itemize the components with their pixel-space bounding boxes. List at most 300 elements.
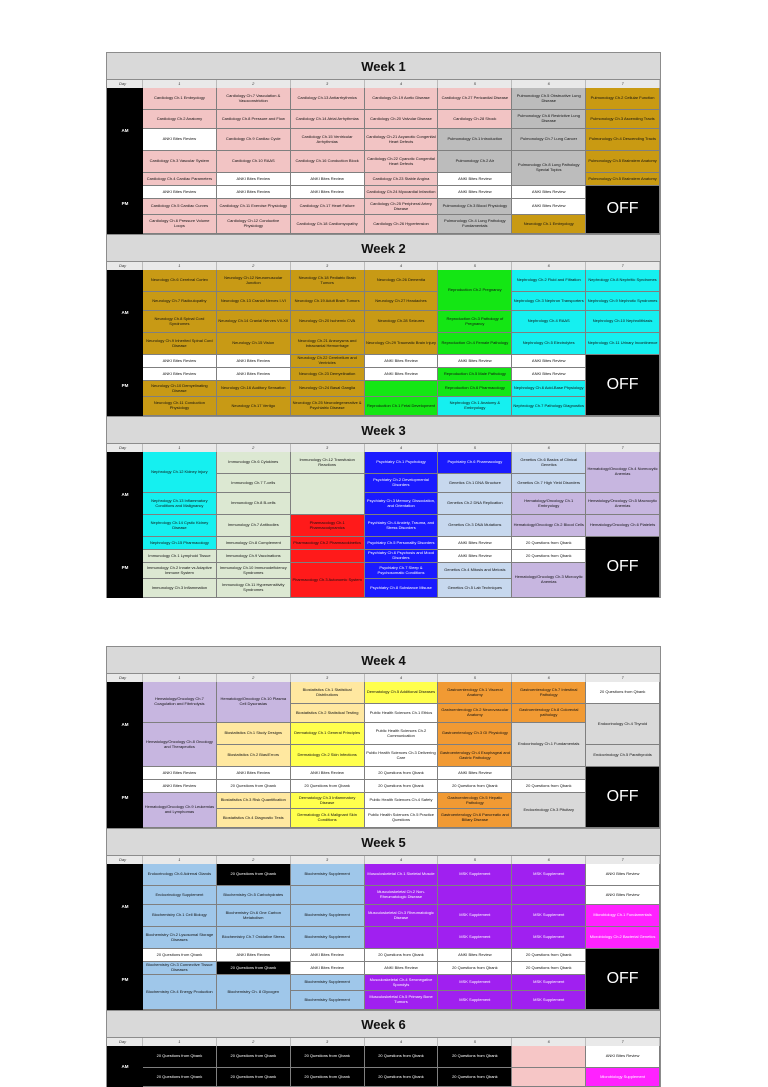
week-title: Week 5 bbox=[106, 828, 661, 856]
day-header: Day bbox=[107, 1038, 143, 1047]
day-header: Day bbox=[107, 674, 143, 683]
schedule-cell: Cardiology Ch.20 Valvular Disease bbox=[365, 110, 439, 129]
schedule-cell: Neurology Ch.21 Aneurysms and Intracranial Hemorrhage bbox=[291, 333, 365, 355]
schedule-cell: Nephrology Ch.4 RAAS bbox=[512, 311, 586, 333]
off-day: OFF bbox=[586, 767, 660, 828]
schedule-cell: Pulmonology Ch.5 Obstructive Lung Disease bbox=[512, 88, 586, 110]
schedule-cell: Cardiology Ch.2 Anatomy bbox=[143, 110, 217, 129]
schedule-cell: ANKI Bites Review bbox=[143, 355, 217, 368]
schedule-cell: Cardiology Ch.26 Hypertension bbox=[365, 215, 439, 234]
schedule-cell: ANKI Bites Review bbox=[143, 780, 217, 793]
schedule-cell: Psychiatry Ch.6 Psychosis and Mood Disorders bbox=[365, 550, 439, 563]
schedule-cell: ANKI Bites Review bbox=[586, 886, 660, 905]
schedule-cell: Reproduction Ch.3 Pathology of Pregnancy bbox=[438, 311, 512, 333]
schedule-cell: Immunology Ch.11 Hypersensitivity Syndromes bbox=[217, 579, 291, 598]
schedule-cell: 20 Questions from Qbank bbox=[365, 767, 439, 780]
schedule-cell: Pulmonology Ch.3 Blood Physiology bbox=[438, 199, 512, 215]
schedule-cell: Cardiology Ch.7 Vasculation & Vasoconstriction bbox=[217, 88, 291, 110]
schedule-cell: Pulmonology Ch.7 Lung Cancer bbox=[512, 129, 586, 151]
schedule-cell: Cardiology Ch.17 Heart Failure bbox=[291, 199, 365, 215]
schedule-cell: Pulmonology Ch.4 Lung Pathology Fundamentals bbox=[438, 215, 512, 234]
am-label: AM bbox=[107, 452, 143, 537]
schedule-cell: Psychiatry Ch.1 Psychology bbox=[365, 452, 439, 474]
schedule-cell: Cardiology Ch.4 Cardiac Parameters bbox=[143, 173, 217, 186]
day-number: 6 bbox=[512, 674, 586, 683]
schedule-cell: ANKI Bites Review bbox=[143, 186, 217, 199]
schedule-cell: ANKI Bites Review bbox=[217, 949, 291, 962]
schedule-cell: Endocrinology Supplement bbox=[143, 886, 217, 905]
schedule-cell: Endocrinology Ch.6 Adrenal Glands bbox=[143, 864, 217, 886]
schedule-cell: Public Health Sciences Ch.4 Safety bbox=[365, 793, 439, 809]
schedule-cell: 20 Questions from Qbank bbox=[217, 1068, 291, 1087]
schedule-cell: Cardiology Ch.15 Ventricular Arrhythmias bbox=[291, 129, 365, 151]
schedule-cell: 20 Questions from Qbank bbox=[512, 550, 586, 563]
day-number: 4 bbox=[365, 674, 439, 683]
schedule-cell bbox=[512, 886, 586, 905]
schedule-cell: Musculoskeletal Ch.2 Non-Rheumatologic Disease bbox=[365, 886, 439, 905]
schedule-cell: Genetics Ch.6 Basics of Clinical Genetics bbox=[512, 452, 586, 474]
day-number: 2 bbox=[217, 856, 291, 865]
schedule-cell: Endocrinology Ch.1 Fundamentals bbox=[512, 723, 586, 767]
am-label: AM bbox=[107, 270, 143, 355]
am-label: AM bbox=[107, 1046, 143, 1087]
schedule-cell: Genetics Ch.1 DNA Structure bbox=[438, 474, 512, 493]
schedule-cell: Endocrinology Ch.3 Pituitary bbox=[512, 793, 586, 828]
schedule-cell: Cardiology Ch.10 RAAS bbox=[217, 151, 291, 173]
schedule-cell: Nephrology Ch.1 Anatomy & Embryology bbox=[438, 397, 512, 416]
schedule-cell: Nephrology Ch.10 Nephrolithiasis bbox=[586, 311, 660, 333]
schedule-cell: Genetics Ch.5 Lab Techniques bbox=[438, 579, 512, 598]
schedule-cell: MSK Supplement bbox=[438, 975, 512, 991]
schedule-cell: Cardiology Ch.18 Cardiomyopathy bbox=[291, 215, 365, 234]
schedule-cell bbox=[365, 381, 439, 397]
schedule-cell: 20 Questions from Qbank bbox=[143, 1046, 217, 1068]
schedule-cell: Musculoskeletal Ch.5 Primary Bone Tumors bbox=[365, 991, 439, 1010]
day-number: 7 bbox=[586, 80, 660, 89]
schedule-cell: 20 Questions from Qbank bbox=[512, 962, 586, 975]
schedule-cell: 20 Questions from Qbank bbox=[217, 1046, 291, 1068]
schedule-cell: Cardiology Ch.9 Cardiac Cycle bbox=[217, 129, 291, 151]
off-day: OFF bbox=[586, 537, 660, 598]
day-number: 1 bbox=[143, 262, 217, 271]
schedule-cell: ANKI Bites Review bbox=[291, 962, 365, 975]
schedule-cell: Psychiatry Ch.7 Sleep & Psychosomatic Conditions bbox=[365, 563, 439, 579]
schedule-cell: ANKI Bites Review bbox=[438, 767, 512, 780]
schedule-cell: Cardiology Ch.27 Pericardial Disease bbox=[438, 88, 512, 110]
schedule-cell: ANKI Bites Review bbox=[217, 186, 291, 199]
schedule-cell: Nephrology Ch.2 Fluid and Filtration bbox=[512, 270, 586, 292]
pm-label: PM bbox=[107, 355, 143, 416]
schedule-cell bbox=[291, 886, 365, 905]
schedule-cell: Cardiology Ch.11 Exercise Physiology bbox=[217, 199, 291, 215]
schedule-cell: Hematology/Oncology Ch.6 Platelets bbox=[586, 515, 660, 537]
day-number: 5 bbox=[438, 80, 512, 89]
schedule-cell: Cardiology Ch.1 Embryology bbox=[143, 88, 217, 110]
day-number: 6 bbox=[512, 856, 586, 865]
schedule-cell: MSK Supplement bbox=[438, 905, 512, 927]
schedule-cell: Cardiology Ch.23 Stable Angina bbox=[365, 173, 439, 186]
schedule-cell: Biochemistry Ch.3 Connective Tissue Diseases bbox=[143, 962, 217, 975]
schedule-cell: Cardiology Ch.3 Vascular System bbox=[143, 151, 217, 173]
schedule-cell: Public Health Sciences Ch.1 Ethics bbox=[365, 704, 439, 723]
schedule-cell: Hematology/Oncology Ch.4 Normocytic Anemias bbox=[586, 452, 660, 493]
schedule-cell: 20 Questions from Qbank bbox=[365, 1046, 439, 1068]
schedule-cell: Neurology Ch.25 Neurodegenerative & Psychiatric Disease bbox=[291, 397, 365, 416]
week-grid bbox=[106, 1038, 661, 1087]
day-number: 6 bbox=[512, 1038, 586, 1047]
schedule-cell: Pulmonology Ch.6 Restrictive Lung Disease bbox=[512, 110, 586, 129]
schedule-cell: Microbiology Ch.2 Bacterial Genetics bbox=[586, 927, 660, 949]
schedule-cell: Nephrology Ch.9 Nephrotic Syndromes bbox=[586, 292, 660, 311]
day-number: 5 bbox=[438, 674, 512, 683]
schedule-cell: Immunology Ch.9 Vaccinations bbox=[217, 550, 291, 563]
schedule-cell: Neurology Ch.13 Cranial Nerves I-VI bbox=[217, 292, 291, 311]
schedule-cell: ANKI Bites Review bbox=[512, 368, 586, 381]
schedule-cell: Neurology Ch.1 Embryology bbox=[512, 215, 586, 234]
schedule-cell: Microbiology Ch.1 Fundamentals bbox=[586, 905, 660, 927]
schedule-cell: MSK Supplement bbox=[438, 991, 512, 1010]
schedule-cell bbox=[365, 927, 439, 949]
schedule-cell: Gastroenterology Ch.6 Pancreatic and Biliary Disease bbox=[438, 809, 512, 828]
schedule-cell bbox=[512, 1068, 586, 1087]
schedule-cell: ANKI Bites Review bbox=[143, 368, 217, 381]
schedule-cell: Nephrology Ch.3 Nephron Transporters bbox=[512, 292, 586, 311]
day-number: 1 bbox=[143, 444, 217, 453]
schedule-cell: 20 Questions from Qbank bbox=[512, 780, 586, 793]
schedule-cell: Immunology Ch.7 T-cells bbox=[217, 474, 291, 493]
schedule-cell: Psychiatry Ch.8 Substance Misuse bbox=[365, 579, 439, 598]
schedule-cell: Biochemistry Supplement bbox=[291, 927, 365, 949]
day-header: Day bbox=[107, 262, 143, 271]
schedule-cell: Cardiology Ch.6 Pressure Volume Loops bbox=[143, 215, 217, 234]
day-number: 7 bbox=[586, 1038, 660, 1047]
schedule-cell: Nephrology Ch.8 Nephritic Syndromes bbox=[586, 270, 660, 292]
schedule-cell: Hematology/Oncology Ch.9 Leukemias and Lymphomas bbox=[143, 793, 217, 828]
schedule-cell: Gastroenterology Ch.3 GI Physiology bbox=[438, 723, 512, 745]
schedule-cell: ANKI Bites Review bbox=[438, 550, 512, 563]
schedule-cell: Neurology Ch.16 Auditory Sensation bbox=[217, 381, 291, 397]
day-number: 2 bbox=[217, 444, 291, 453]
schedule-cell: Gastroenterology Ch.1 Visceral Anatomy bbox=[438, 682, 512, 704]
schedule-cell: Neurology Ch.20 Ischemic CVA bbox=[291, 311, 365, 333]
schedule-cell: 20 Questions from Qbank bbox=[438, 1046, 512, 1068]
schedule-cell: Pulmonology Ch.5 Brainstem Anatomy bbox=[586, 151, 660, 173]
day-header: Day bbox=[107, 80, 143, 89]
schedule-cell: Nephrology Ch.12 Kidney Injury bbox=[143, 452, 217, 493]
schedule-cell: 20 Questions from Qbank bbox=[143, 949, 217, 962]
day-number: 2 bbox=[217, 262, 291, 271]
schedule-cell: Neurology Ch.23 Demyelination bbox=[291, 368, 365, 381]
schedule-cell bbox=[512, 1046, 586, 1068]
schedule-cell: Nephrology Ch.15 Pharmacology bbox=[143, 537, 217, 550]
schedule-cell: 20 Questions from Qbank bbox=[217, 780, 291, 793]
schedule-cell: Neurology Ch.6 Cerebral Cortex bbox=[143, 270, 217, 292]
schedule-cell: ANKI Bites Review bbox=[438, 186, 512, 199]
schedule-cell: Biochemistry Ch.2 Lysosomal Storage Diseases bbox=[143, 927, 217, 949]
schedule-cell: Immunology Ch.7 Antibodies bbox=[217, 515, 291, 537]
schedule-cell: Neurology Ch.15 Vision bbox=[217, 333, 291, 355]
schedule-cell: ANKI Bites Review bbox=[217, 368, 291, 381]
schedule-cell: Biochemistry Ch. 8 Glycogen bbox=[217, 975, 291, 1010]
schedule-cell: 20 Questions from Qbank bbox=[586, 682, 660, 704]
schedule-cell: Dermatology Ch.3 Inflammatory Disease bbox=[291, 793, 365, 809]
schedule-cell: Cardiology Ch.12 Conductive Physiology bbox=[217, 215, 291, 234]
day-number: 3 bbox=[291, 674, 365, 683]
schedule-cell: ANKI Bites Review bbox=[143, 129, 217, 151]
schedule-cell: Neurology Ch.10 Demyelinating Disease bbox=[143, 381, 217, 397]
schedule-cell: Pulmonology Ch.1 Introduction bbox=[438, 129, 512, 151]
week-grid bbox=[106, 444, 661, 598]
schedule-cell: Dermatology Ch.4 Malignant Skin Conditions bbox=[291, 809, 365, 828]
day-number: 5 bbox=[438, 856, 512, 865]
schedule-cell: Hematology/Oncology Ch.8 Oncology and Therapeutics bbox=[143, 723, 217, 767]
schedule-cell: MSK Supplement bbox=[512, 975, 586, 991]
schedule-cell: Reproduction Ch.1 Fetal Development bbox=[365, 397, 439, 416]
day-number: 1 bbox=[143, 80, 217, 89]
schedule-cell: Neurology Ch.29 Traumatic Brain Injury bbox=[365, 333, 439, 355]
schedule-cell: Biostatistics Ch.2 Statistical Testing bbox=[291, 704, 365, 723]
schedule-cell: Psychiatry Ch.2 Developmental Disorders bbox=[365, 474, 439, 493]
day-number: 3 bbox=[291, 1038, 365, 1047]
schedule-cell: Cardiology Ch.16 Conduction Block bbox=[291, 151, 365, 173]
schedule-cell: ANKI Bites Review bbox=[586, 1046, 660, 1068]
pm-label: PM bbox=[107, 949, 143, 1010]
schedule-cell: Genetics Ch.3 DNA Mutations bbox=[438, 515, 512, 537]
schedule-cell: Reproduction Ch.6 Pharmacology bbox=[438, 381, 512, 397]
schedule-cell: MSK Supplement bbox=[512, 864, 586, 886]
week-title: Week 6 bbox=[106, 1010, 661, 1038]
schedule-cell: ANKI Bites Review bbox=[365, 355, 439, 368]
schedule-cell: Neurology Ch.12 Neuromuscular Junction bbox=[217, 270, 291, 292]
day-number: 7 bbox=[586, 444, 660, 453]
schedule-cell: Pharmacology Ch.3 Autonomic System bbox=[291, 563, 365, 598]
schedule-cell: Cardiology Ch.25 Peripheral Artery Disease bbox=[365, 199, 439, 215]
day-number: 4 bbox=[365, 80, 439, 89]
schedule-cell: Gastroenterology Ch.2 Neurovascular Anatomy bbox=[438, 704, 512, 723]
schedule-cell: Biostatistics Ch.2 Bias/Errors bbox=[217, 745, 291, 767]
schedule-cell: Cardiology Ch.13 Antiarrhythmics bbox=[291, 88, 365, 110]
schedule-cell: Musculoskeletal Ch.4 Seronegative Spondyls bbox=[365, 975, 439, 991]
off-day: OFF bbox=[586, 355, 660, 416]
schedule-cell: Cardiology Ch.28 Shock bbox=[438, 110, 512, 129]
day-header: Day bbox=[107, 444, 143, 453]
schedule-cell: Reproduction Ch.4 Female Pathology bbox=[438, 333, 512, 355]
day-number: 2 bbox=[217, 80, 291, 89]
schedule-cell: 20 Questions from Qbank bbox=[438, 1068, 512, 1087]
schedule-cell: Nephrology Ch.13 Inflammatory Conditions and Malignancy bbox=[143, 493, 217, 515]
week-grid bbox=[106, 856, 661, 1010]
schedule-cell bbox=[438, 886, 512, 905]
day-number: 5 bbox=[438, 1038, 512, 1047]
schedule-cell: Nephrology Ch.14 Cystic Kidney Disease bbox=[143, 515, 217, 537]
am-label: AM bbox=[107, 682, 143, 767]
schedule-cell: Neurology Ch.27 Headaches bbox=[365, 292, 439, 311]
schedule-cell: 20 Questions from Qbank bbox=[217, 864, 291, 886]
day-number: 2 bbox=[217, 674, 291, 683]
schedule-cell: 20 Questions from Qbank bbox=[291, 780, 365, 793]
schedule-cell: Neurology Ch.22 Cerebellum and Ventricles bbox=[291, 355, 365, 368]
schedule-cell: Public Health Sciences Ch.3 Delivering Care bbox=[365, 745, 439, 767]
day-number: 1 bbox=[143, 674, 217, 683]
schedule-cell: ANKI Bites Review bbox=[291, 767, 365, 780]
schedule-cell: Biochemistry Supplement bbox=[291, 975, 365, 991]
schedule-cell: ANKI Bites Review bbox=[438, 173, 512, 186]
schedule-cell: Reproduction Ch.2 Pregnancy bbox=[438, 270, 512, 311]
schedule-cell: ANKI Bites Review bbox=[143, 767, 217, 780]
schedule-cell: Neurology Ch.26 Dementia bbox=[365, 270, 439, 292]
day-number: 2 bbox=[217, 1038, 291, 1047]
schedule-cell: Immunology Ch.10 Immunodeficiency Syndromes bbox=[217, 563, 291, 579]
schedule-cell: Cardiology Ch.24 Myocardial Infarction bbox=[365, 186, 439, 199]
schedule-cell: MSK Supplement bbox=[438, 864, 512, 886]
schedule-cell: Musculoskeletal Ch.3 Rheumatologic Disease bbox=[365, 905, 439, 927]
schedule-cell: ANKI Bites Review bbox=[586, 864, 660, 886]
schedule-cell: Immunology Ch.1 Lymphoid Tissue bbox=[143, 550, 217, 563]
schedule-cell: Endocrinology Ch.5 Parathyroids bbox=[586, 745, 660, 767]
schedule-cell: Dermatology Ch.1 General Principles bbox=[291, 723, 365, 745]
schedule-cell: ANKI Bites Review bbox=[512, 186, 586, 199]
schedule-cell: Biochemistry Ch.5 Carbohydrates bbox=[217, 886, 291, 905]
day-number: 3 bbox=[291, 80, 365, 89]
schedule-cell: 20 Questions from Qbank bbox=[143, 1068, 217, 1087]
schedule-cell: MSK Supplement bbox=[512, 927, 586, 949]
schedule-cell: Psychiatry Ch.4 Anxiety, Trauma, and Stress Disorders bbox=[365, 515, 439, 537]
day-number: 4 bbox=[365, 262, 439, 271]
day-number: 4 bbox=[365, 856, 439, 865]
schedule-cell: Neurology Ch.8 Spinal Cord Syndromes bbox=[143, 311, 217, 333]
day-number: 5 bbox=[438, 444, 512, 453]
schedule-cell: Hematology/Oncology Ch.7 Coagulation and Fibrinolysis bbox=[143, 682, 217, 723]
schedule-cell: Gastroenterology Ch.8 Colorectal pathology bbox=[512, 704, 586, 723]
schedule-cell: Pulmonology Ch.8 Lung Pathology Special Topics bbox=[512, 151, 586, 186]
schedule-cell: Microbiology Supplement bbox=[586, 1068, 660, 1087]
pm-label: PM bbox=[107, 173, 143, 234]
schedule-cell: Biochemistry Supplement bbox=[291, 864, 365, 886]
day-number: 7 bbox=[586, 674, 660, 683]
schedule-cell: ANKI Bites Review bbox=[365, 962, 439, 975]
schedule-cell: Psychiatry Ch.5 Personality Disorders bbox=[365, 537, 439, 550]
schedule-cell: ANKI Bites Review bbox=[438, 949, 512, 962]
schedule-cell: 20 Questions from Qbank bbox=[365, 949, 439, 962]
day-number: 6 bbox=[512, 80, 586, 89]
schedule-cell: Biochemistry Ch.7 Oxidative Stress bbox=[217, 927, 291, 949]
schedule-cell: Biostatistics Ch.1 Study Designs bbox=[217, 723, 291, 745]
week-title: Week 2 bbox=[106, 234, 661, 262]
schedule-cell: Cardiology Ch.19 Aortic Disease bbox=[365, 88, 439, 110]
schedule-cell: ANKI Bites Review bbox=[291, 173, 365, 186]
schedule-cell: Cardiology Ch.14 Atrial Arrhythmias bbox=[291, 110, 365, 129]
schedule-cell: Biochemistry Ch.4 Energy Production bbox=[143, 975, 217, 1010]
day-number: 3 bbox=[291, 262, 365, 271]
schedule-cell: Immunology Ch.6 Cytokines bbox=[217, 452, 291, 474]
off-day: OFF bbox=[586, 186, 660, 234]
schedule-cell: Dermatology Ch.2 Skin Infections bbox=[291, 745, 365, 767]
schedule-page-1 bbox=[106, 52, 661, 598]
schedule-cell: Nephrology Ch.7 Pathology Diagnostics bbox=[512, 397, 586, 416]
schedule-cell: Pulmonology Ch.5 Brainstem Anatomy bbox=[586, 173, 660, 186]
schedule-cell: Pharmacology Ch.2 Pharmacokinetics bbox=[291, 537, 365, 550]
day-number: 3 bbox=[291, 444, 365, 453]
schedule-cell: Endocrinology Ch.4 Thyroid bbox=[586, 704, 660, 745]
pm-label: PM bbox=[107, 767, 143, 828]
schedule-cell: ANKI Bites Review bbox=[438, 355, 512, 368]
schedule-cell: Nephrology Ch.11 Urinary Incontinence bbox=[586, 333, 660, 355]
schedule-cell: Hematology/Oncology Ch.3 Microcytic Anemias bbox=[512, 563, 586, 598]
schedule-cell: Public Health Sciences Ch.2 Communication bbox=[365, 723, 439, 745]
schedule-cell bbox=[512, 767, 586, 780]
schedule-cell: Hematology/Oncology Ch.5 Macrocytic Anemias bbox=[586, 493, 660, 515]
schedule-cell: Neurology Ch.19 Adult Brain Tumors bbox=[291, 292, 365, 311]
schedule-page-2 bbox=[106, 646, 661, 1087]
schedule-cell: MSK Supplement bbox=[438, 927, 512, 949]
schedule-cell: ANKI Bites Review bbox=[365, 368, 439, 381]
schedule-cell: ANKI Bites Review bbox=[512, 355, 586, 368]
schedule-cell: Gastroenterology Ch.4 Esophageal and Gastric Pathology bbox=[438, 745, 512, 767]
day-number: 6 bbox=[512, 262, 586, 271]
schedule-cell: Psychiatry Ch.6 Pharmacology bbox=[438, 452, 512, 474]
schedule-cell: Immunology Ch.8 B-cells bbox=[217, 493, 291, 515]
schedule-cell: Gastroenterology Ch.7 Intestinal Pathology bbox=[512, 682, 586, 704]
schedule-cell: Pulmonology Ch.3 Ascending Tracts bbox=[586, 110, 660, 129]
schedule-cell: Pulmonology Ch.2 Cellular Function bbox=[586, 88, 660, 110]
day-number: 4 bbox=[365, 1038, 439, 1047]
day-number: 7 bbox=[586, 262, 660, 271]
schedule-cell: 20 Questions from Qbank bbox=[291, 1046, 365, 1068]
day-number: 3 bbox=[291, 856, 365, 865]
week-title: Week 3 bbox=[106, 416, 661, 444]
schedule-cell: Genetics Ch.4 Mitosis and Meiosis bbox=[438, 563, 512, 579]
schedule-cell: Neurology Ch.24 Basal Ganglia bbox=[291, 381, 365, 397]
schedule-cell: Gastroenterology Ch.5 Hepatic Pathology bbox=[438, 793, 512, 809]
week-grid bbox=[106, 674, 661, 828]
schedule-cell: Dermatology Ch.5 Additional Diseases bbox=[365, 682, 439, 704]
schedule-cell: MSK Supplement bbox=[512, 991, 586, 1010]
day-number: 5 bbox=[438, 262, 512, 271]
schedule-cell: ANKI Bites Review bbox=[291, 949, 365, 962]
schedule-cell: Immunology Ch.12 Transfusion Reactions bbox=[291, 452, 365, 474]
schedule-cell: Hematology/Oncology Ch.2 Blood Cells bbox=[512, 515, 586, 537]
day-number: 6 bbox=[512, 444, 586, 453]
schedule-cell: Nephrology Ch.5 Electrolytes bbox=[512, 333, 586, 355]
schedule-cell: Cardiology Ch.8 Pressure and Flow bbox=[217, 110, 291, 129]
schedule-cell: 20 Questions from Qbank bbox=[438, 780, 512, 793]
schedule-cell: Hematology/Oncology Ch.1 Embryology bbox=[512, 493, 586, 515]
schedule-cell: Immunology Ch.8 Complement bbox=[217, 537, 291, 550]
schedule-cell: Psychiatry Ch.3 Memory, Dissociation, and Orientation bbox=[365, 493, 439, 515]
schedule-cell: Public Health Sciences Ch.5 Practice Questions bbox=[365, 809, 439, 828]
schedule-cell: Biostatistics Ch.1 Statistical Distributions bbox=[291, 682, 365, 704]
schedule-cell: Genetics Ch.7 High Yield Disorders bbox=[512, 474, 586, 493]
week-grid bbox=[106, 262, 661, 416]
day-number: 1 bbox=[143, 1038, 217, 1047]
am-label: AM bbox=[107, 864, 143, 949]
schedule-cell: Neurology Ch.11 Conduction Physiology bbox=[143, 397, 217, 416]
schedule-cell: 20 Questions from Qbank bbox=[365, 1068, 439, 1087]
day-header: Day bbox=[107, 856, 143, 865]
schedule-cell: ANKI Bites Review bbox=[512, 199, 586, 215]
schedule-cell: Reproduction Ch.5 Male Pathology bbox=[438, 368, 512, 381]
schedule-cell: Biostatistics Ch.4 Diagnostic Tests bbox=[217, 809, 291, 828]
schedule-cell: Biochemistry Ch.1 Cell Biology bbox=[143, 905, 217, 927]
week-title: Week 1 bbox=[106, 52, 661, 80]
schedule-cell bbox=[291, 474, 365, 515]
schedule-cell: Biochemistry Supplement bbox=[291, 905, 365, 927]
schedule-cell: Neurology Ch.7 Radiculopathy bbox=[143, 292, 217, 311]
schedule-cell: Biochemistry Ch.6 One Carbon Metabolism bbox=[217, 905, 291, 927]
day-number: 7 bbox=[586, 856, 660, 865]
schedule-cell: 20 Questions from Qbank bbox=[365, 780, 439, 793]
schedule-cell: Musculoskeletal Ch.1 Skeletal Muscle bbox=[365, 864, 439, 886]
